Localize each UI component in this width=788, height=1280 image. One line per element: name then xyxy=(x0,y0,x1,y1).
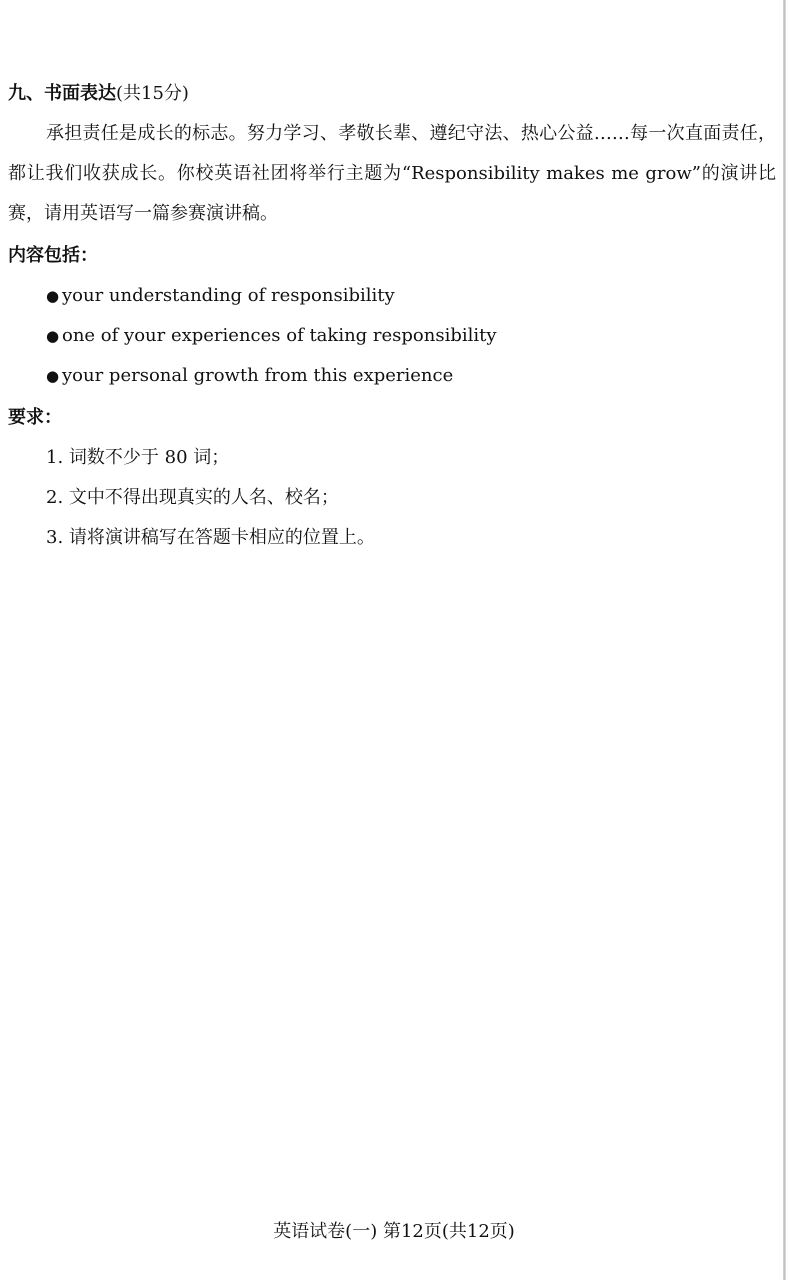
content-heading: 内容包括： xyxy=(8,245,98,266)
requirement-item: 2. 文中不得出现真实的人名、校名； xyxy=(46,487,339,508)
bullet-icon: ● xyxy=(46,367,60,385)
bullet-icon: ● xyxy=(46,287,60,305)
requirements-list xyxy=(8,438,780,558)
list-item xyxy=(46,276,780,316)
section-score: (共15分) xyxy=(116,83,189,104)
requirement-item: 1. 词数不少于 80 词； xyxy=(46,447,230,468)
content-item-text: one of your experiences of taking responsibility xyxy=(62,325,497,346)
page-footer: 英语试卷(一) 第12页(共12页) xyxy=(273,1221,515,1242)
section-title xyxy=(8,78,780,110)
page-edge-shadow xyxy=(783,0,786,1280)
list-item xyxy=(46,356,780,396)
list-item xyxy=(46,316,780,356)
content-list xyxy=(8,276,780,396)
bullet-icon: ● xyxy=(46,327,60,345)
prompt-paragraph: 承担责任是成长的标志。努力学习、孝敬长辈、遵纪守法、热心公益……每一次直面责任，都让我们收获成长。你校英语社团将举行主题为“Responsibility makes me grow”的演讲比赛，请用英语写一篇参赛演讲稿。 xyxy=(8,123,776,224)
requirements-heading: 要求： xyxy=(8,407,62,428)
content-item-text: your personal growth from this experience xyxy=(62,365,454,386)
content-item-text: your understanding of responsibility xyxy=(62,285,395,306)
requirement-item: 3. 请将演讲稿写在答题卡相应的位置上。 xyxy=(46,527,375,548)
section-title-text: 九、书面表达 xyxy=(8,83,116,104)
exam-page xyxy=(8,78,780,558)
